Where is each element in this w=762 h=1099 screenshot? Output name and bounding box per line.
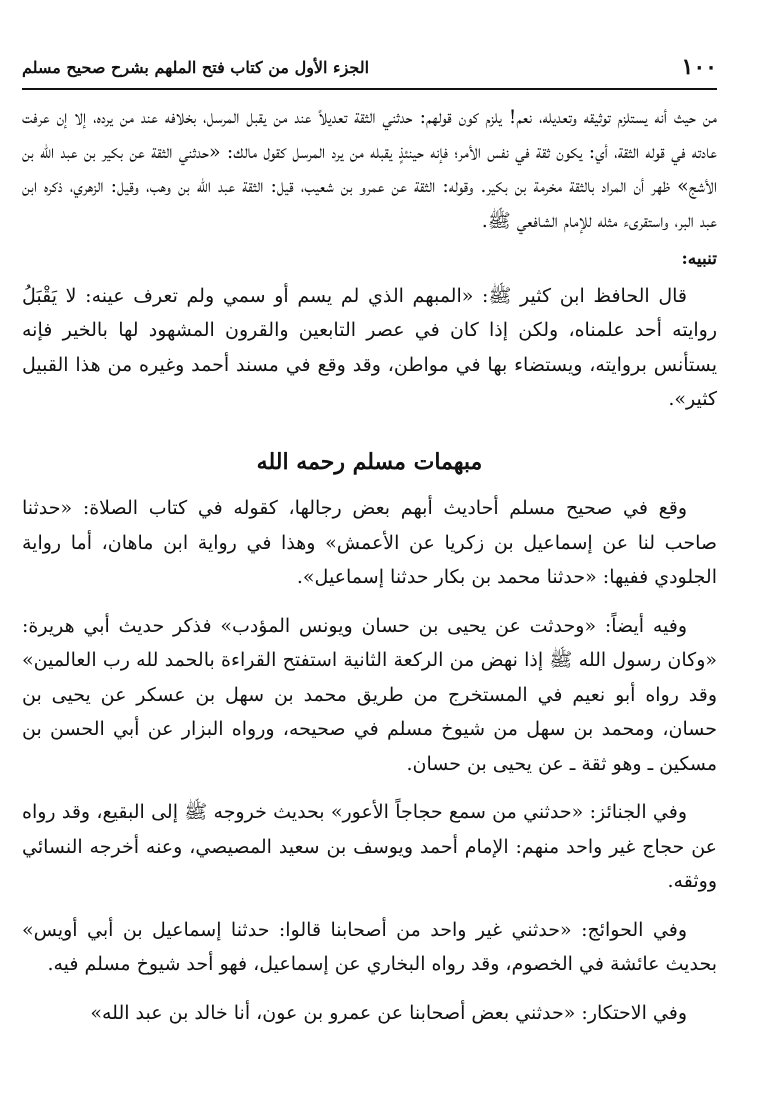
running-title: الجزء الأول من كتاب فتح الملهم بشرح صحيح مسلم (22, 58, 370, 77)
paragraph: وفي الجنائز: «حدثني من سمع حجاجاً الأعور» بحديث خروجه ﷺ إلى البقيع، وقد رواه عن حجاج غير واحد منهم: الإمام أحمد ويوسف بن سعيد المصيصي، وعنه أخرجه النسائي ووثقه. (22, 801, 717, 892)
paragraph: وفيه أيضاً: «وحدثت عن يحيى بن حسان ويونس المؤدب» فذكر حديث أبي هريرة: «وكان رسول الله ﷺ إذا نهض من الركعة الثانية استفتح القراءة بالحمد لله رب العالمين» وقد رواه أبو نعيم في المستخرج من طريق محمد بن سهل بن عسكر عن يحيى بن حسان، ومحمد بن سهل من شيوخ مسلم في صحيحه، ورواه البزار عن أبي الحسن بن مسكين ـ وهو ثقة ـ عن يحيى بن حسان. (22, 614, 717, 775)
section-heading: مبهمات مسلم رحمه الله (256, 448, 483, 475)
page-number: ١٠٠ (681, 54, 717, 80)
note-label: تنبيه: (681, 249, 717, 269)
note-paragraph: قال الحافظ ابن كثير ﷺ: «المبهم الذي لم يسم أو سمي ولم تعرف عينه: لا يَقْبَلُ روايته أحد علمناه، ولكن إذا كان في عصر التابعين والقرون المشهود لها بالخير فإنه يستأنس بروايته، ويستضاء بها في مواطن، وقد وقع في مسند أحمد وغيره من هذا القبيل كثير». (22, 284, 717, 410)
paragraph: وفي الحوائج: «حدثني غير واحد من أصحابنا قالوا: حدثنا إسماعيل بن أبي أويس» بحديث عائشة في الخصوم، وقد رواه البخاري عن إسماعيل، فهو أحد شيوخ مسلم فيه. (22, 918, 717, 975)
header-divider (22, 88, 717, 90)
paragraph: وفي الاحتكار: «حدثني بعض أصحابنا عن عمرو بن عون، أنا خالد بن عبد الله» (90, 1001, 687, 1024)
page-header (22, 50, 717, 90)
paragraph: من حيث أنه يستلزم توثيقه وتعديله، نعم! يلزم كون قولهم: حدثني الثقة تعديلاً عند من يقبل المرسل، بخلافه عند من يرده، إلا إن عرفت عادته في قوله الثقة، أي: يكون ثقة في نفس الأمر؛ فإنه حينئذٍ يقبله من يرد المرسل كقول مالك: «حدثني الثقة عن بكير بن عبد الله بن الأشج» ظهر أن المراد بالثقة مخرمة بن بكير. وقوله: الثقة عن عمرو بن شعيب، قيل: الثقة عبد الله بن وهب، وقيل: الزهري، ذكره ابن عبد البر، واستقرىء مثله للإمام الشافعي ﷺ. (22, 106, 717, 232)
document-body (22, 100, 717, 1030)
paragraph: وقع في صحيح مسلم أحاديث أبهم بعض رجالها، كقوله في كتاب الصلاة: «حدثنا صاحب لنا عن إسماعيل بن زكريا عن الأعمش» وهذا في رواية ابن ماهان، أما رواية الجلودي ففيها: «حدثنا محمد بن بكار حدثنا إسماعيل». (22, 497, 717, 588)
